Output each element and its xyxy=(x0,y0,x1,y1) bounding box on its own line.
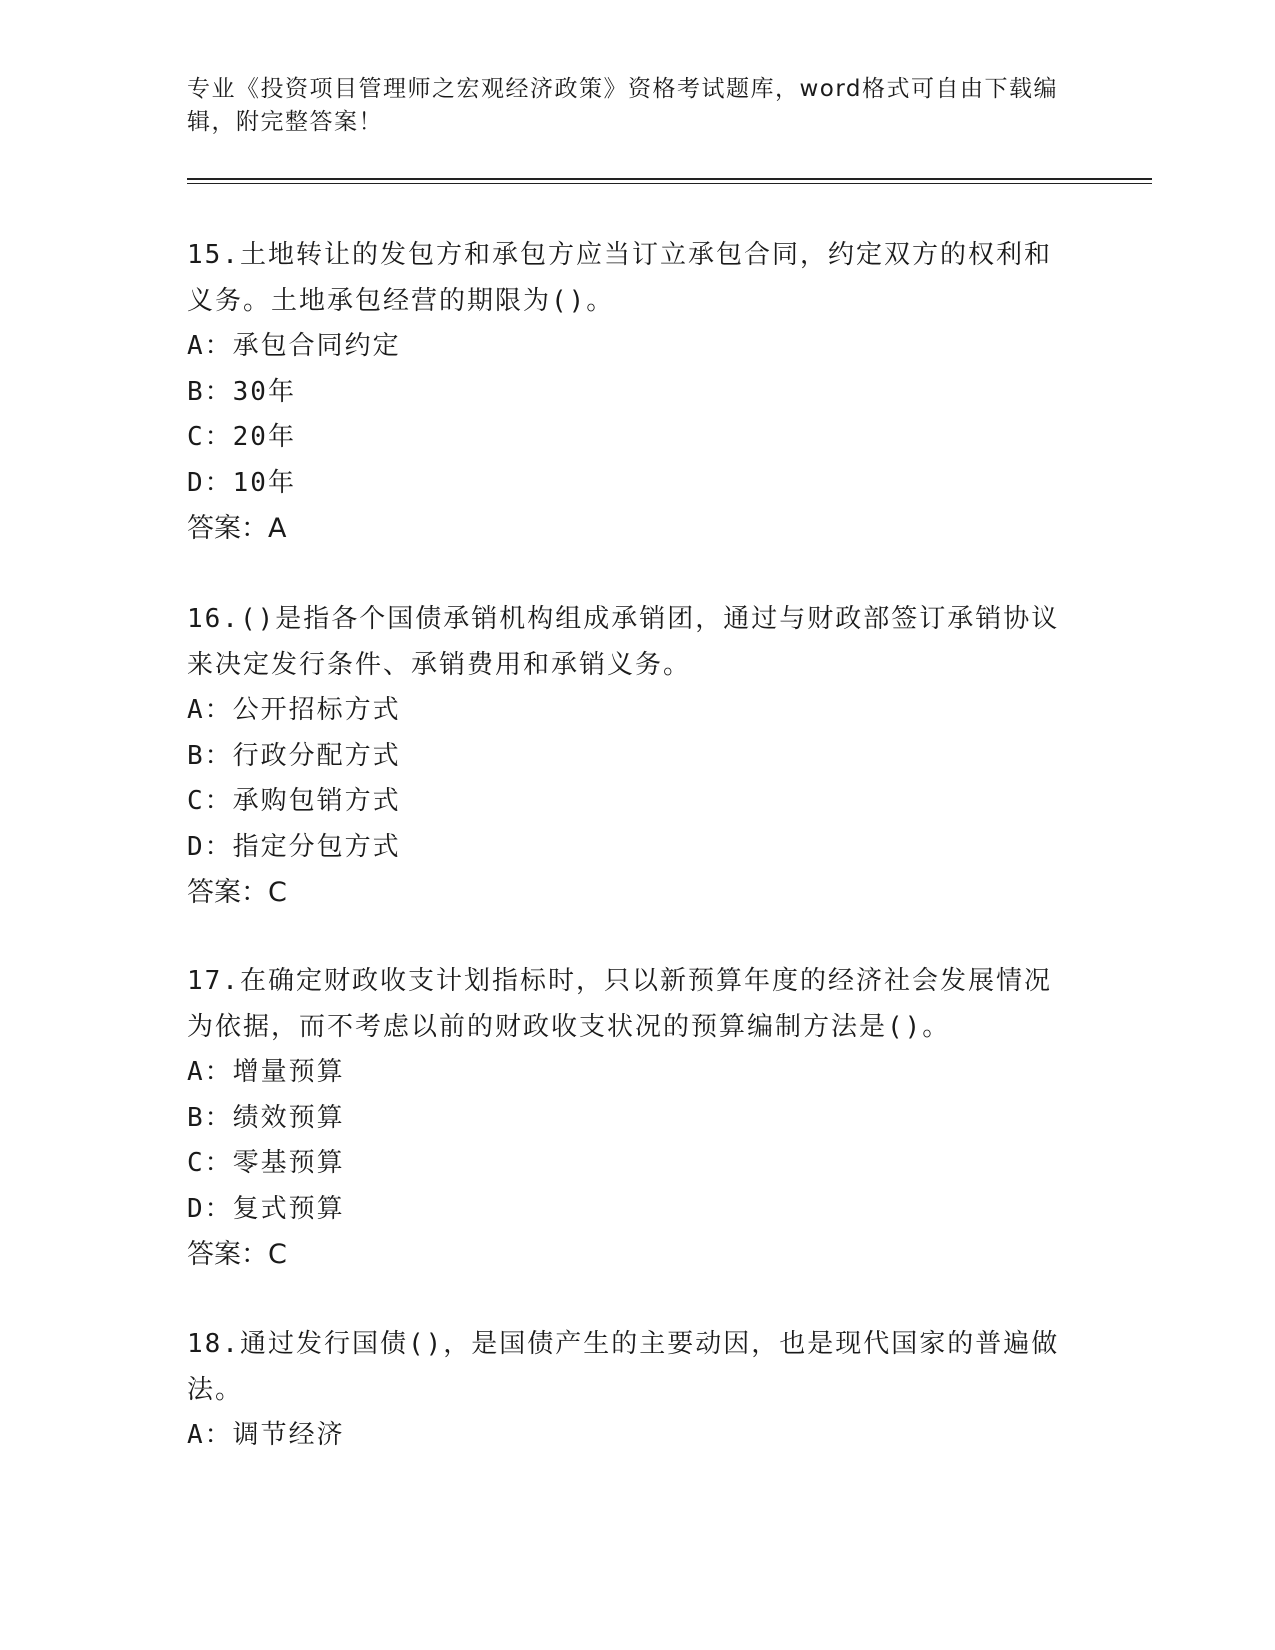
option-d: D：10年 xyxy=(187,467,296,498)
answer-label: 答案：C xyxy=(187,1239,287,1270)
option-b: B：绩效预算 xyxy=(187,1102,345,1133)
option-a: A：调节经济 xyxy=(187,1420,345,1450)
question-18 xyxy=(187,1321,1067,1459)
question-15 xyxy=(187,232,1067,552)
question-stem: 18.通过发行国债()，是国债产生的主要动因，也是现代国家的普遍做法。 xyxy=(187,1329,1060,1405)
document-intro: 专业《投资项目管理师之宏观经济政策》资格考试题库，word格式可自由下载编辑，附完整答案！ xyxy=(187,76,1059,135)
question-17 xyxy=(187,958,1067,1278)
question-16 xyxy=(187,596,1067,916)
option-c: C：承购包销方式 xyxy=(187,786,401,816)
option-c: C：20年 xyxy=(187,422,296,452)
question-stem: 17.在确定财政收支计划指标时，只以新预算年度的经济社会发展情况为依据，而不考虑以前的财政收支状况的预算编制方法是()。 xyxy=(187,966,1052,1042)
option-d: D：指定分包方式 xyxy=(187,831,401,862)
header-divider-thin xyxy=(187,183,1152,184)
answer-label: 答案：C xyxy=(187,877,287,908)
option-d: D：复式预算 xyxy=(187,1193,345,1224)
option-a: A：公开招标方式 xyxy=(187,695,401,725)
question-stem: 15.土地转让的发包方和承包方应当订立承包合同，约定双方的权利和义务。土地承包经营的期限为()。 xyxy=(187,240,1052,316)
answer-label: 答案：A xyxy=(187,513,287,544)
option-b: B：行政分配方式 xyxy=(187,740,401,771)
question-stem: 16.()是指各个国债承销机构组成承销团，通过与财政部签订承销协议来决定发行条件、承销费用和承销义务。 xyxy=(187,604,1060,680)
option-b: B：30年 xyxy=(187,376,296,407)
option-a: A：增量预算 xyxy=(187,1057,345,1087)
header-divider-thick xyxy=(187,178,1152,180)
option-a: A：承包合同约定 xyxy=(187,331,401,361)
option-c: C：零基预算 xyxy=(187,1148,345,1178)
